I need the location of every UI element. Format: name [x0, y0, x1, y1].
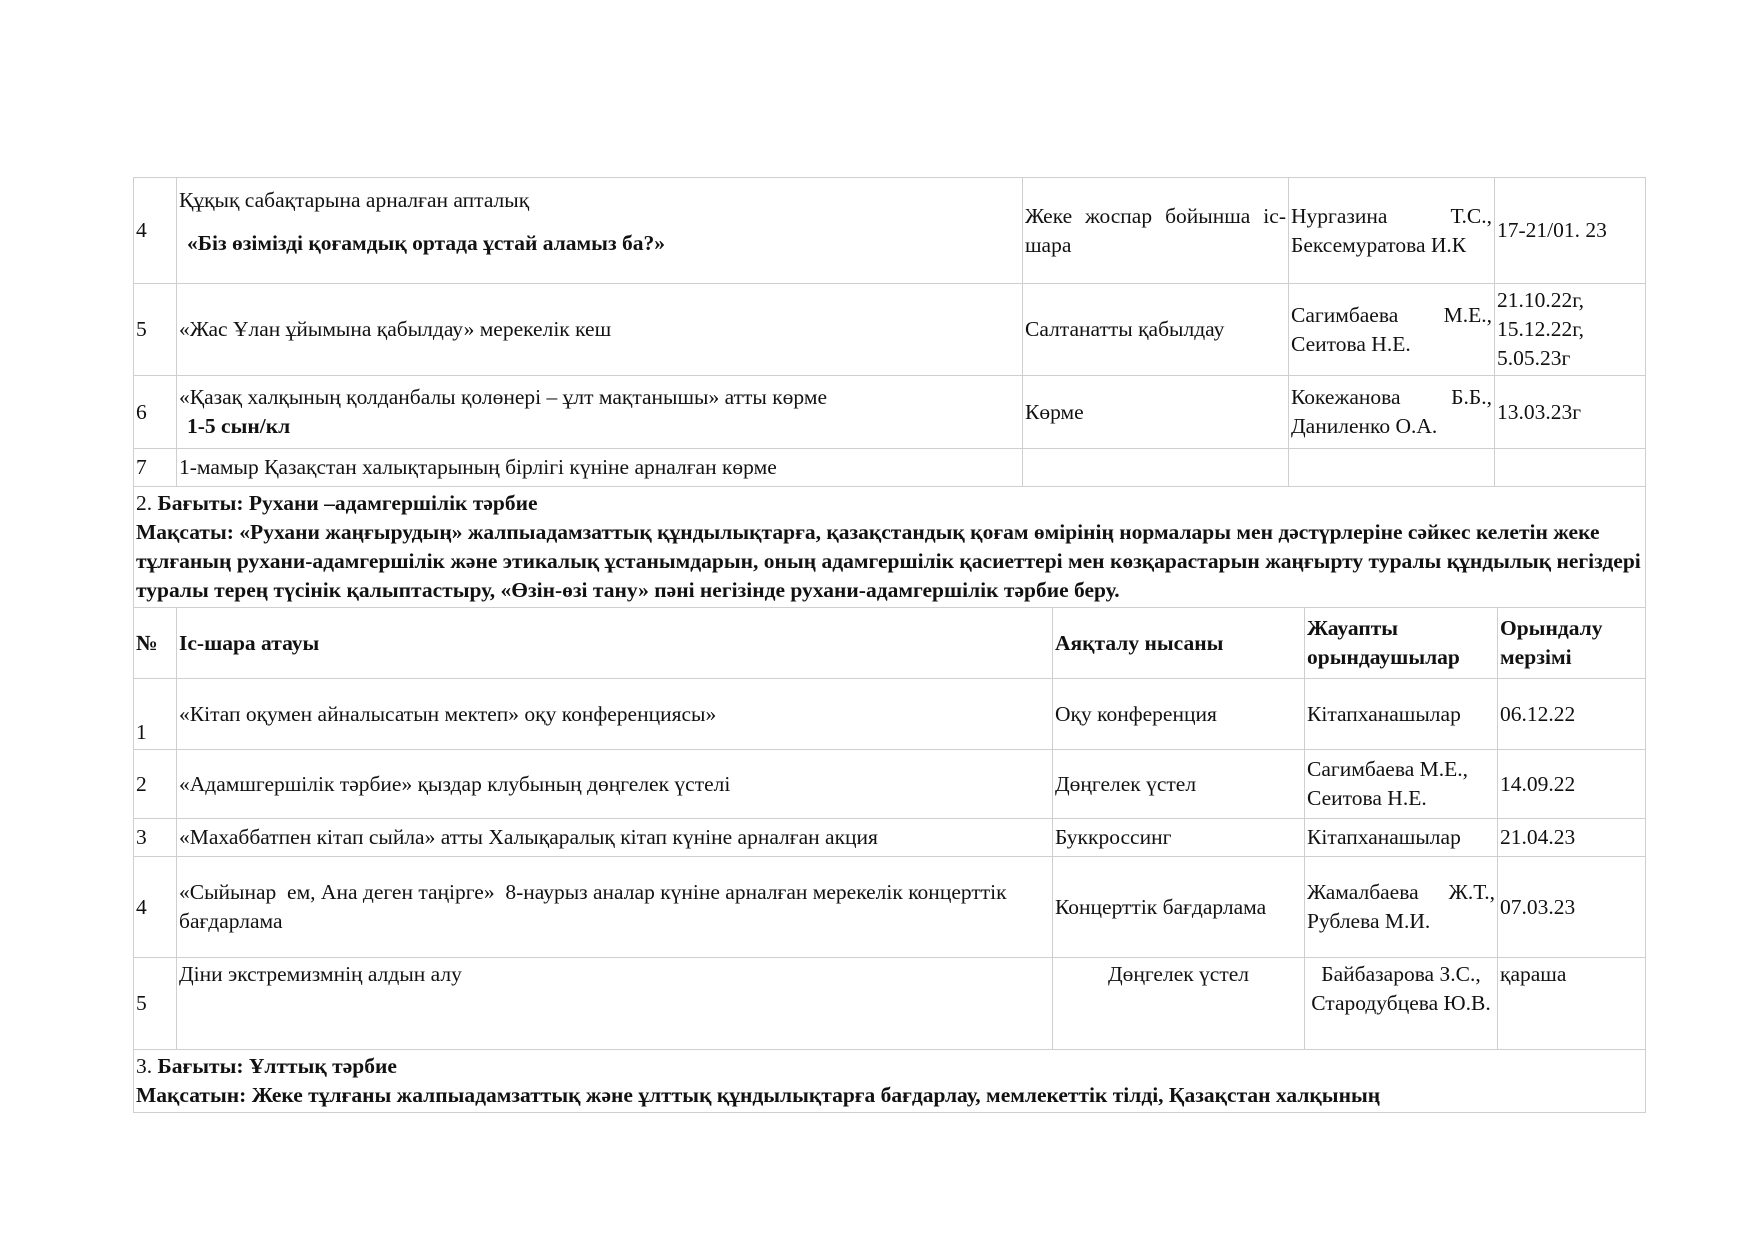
deadline: 21.04.23 — [1498, 819, 1646, 857]
section-2-heading — [136, 489, 1643, 518]
responsible: Нургазина Т.С., Бексемуратова И.К — [1289, 178, 1495, 284]
table-row — [134, 958, 1646, 1050]
event-title: «Қазақ халқының қолданбалы қолөнері – ұлт мақтанышы» атты көрме — [179, 385, 827, 409]
deadline: 07.03.23 — [1498, 857, 1646, 958]
completion-form: Жеке жоспар бойынша іс-шара — [1023, 178, 1289, 284]
responsible — [1289, 449, 1495, 487]
deadline — [1495, 449, 1646, 487]
event-title: «Сыйынар ем, Ана деген таңірге» 8-наурыз аналар күніне арналған мерекелік концерттік бағдарлама — [177, 857, 1053, 958]
section-number: 3. — [136, 1054, 153, 1078]
completion-form: Концерттік бағдарлама — [1053, 857, 1305, 958]
header-title: Іс-шара атауы — [177, 608, 1053, 679]
row-number: 7 — [134, 449, 177, 487]
event-title: Құқық сабақтарына арналған апталық — [179, 188, 530, 212]
completion-form: Дөңгелек үстел — [1053, 750, 1305, 819]
table-row — [134, 449, 1646, 487]
table-row — [134, 679, 1646, 750]
section-2-row — [134, 487, 1646, 608]
events-table-1 — [133, 177, 1646, 608]
event-subtitle: «Біз өзімізді қоғамдық ортада ұстай аламыз ба?» — [187, 231, 665, 255]
header-number: № — [134, 608, 177, 679]
deadline: 13.03.23г — [1495, 376, 1646, 449]
responsible: Кітапханашылар — [1305, 819, 1498, 857]
section-3-goal: Мақсатын: Жеке тұлғаны жалпыадамзаттық және ұлттық құндылықтарға бағдарлау, мемлекеттік тілді, Қазақстан халқының — [136, 1083, 1381, 1107]
completion-form: Дөңгелек үстел — [1053, 958, 1305, 1050]
section-2-goal: Мақсаты: «Рухани жаңғырудың» жалпыадамзаттық құндылықтарға, қазақстандық қоғам өмірінің нормалары мен дәстүрлеріне сәйкес келетін жеке тұлғаның рухани-адамгершілік және этикалық ұстанымдарын, оның адамгершілік қасиеттері мен көзқарастарын жаңғырту туралы құндылық негіздері туралы терең түсінік қалыптастыру, «Өзін-өзі тану» пәні негізінде рухани-адамгершілік тәрбие беру. — [136, 520, 1641, 602]
table-row — [134, 819, 1646, 857]
header-responsible: Жауапты орындаушылар — [1305, 608, 1498, 679]
deadline: 17-21/01. 23 — [1495, 178, 1646, 284]
event-subtitle: 1-5 сын/кл — [187, 414, 291, 438]
document-page — [133, 177, 1645, 1113]
responsible: Кокежанова Б.Б., Даниленко О.А. — [1289, 376, 1495, 449]
row-number: 1 — [134, 679, 177, 750]
responsible: Жамалбаева Ж.Т., Рублева М.И. — [1305, 857, 1498, 958]
event-title-cell — [177, 178, 1023, 284]
header-deadline: Орындалу мерзімі — [1498, 608, 1646, 679]
section-title: Бағыты: Рухани –адамгершілік тәрбие — [157, 491, 538, 515]
completion-form — [1023, 449, 1289, 487]
responsible: Сагимбаева М.Е., Сеитова Н.Е. — [1289, 284, 1495, 376]
table-row — [134, 376, 1646, 449]
event-title: «Жас Ұлан ұйымына қабылдау» мерекелік кеш — [177, 284, 1023, 376]
section-2-header — [134, 487, 1646, 608]
row-number: 5 — [134, 284, 177, 376]
section-3-header — [134, 1050, 1646, 1113]
row-number: 4 — [134, 178, 177, 284]
event-title-cell — [177, 376, 1023, 449]
header-form: Аяқталу нысаны — [1053, 608, 1305, 679]
completion-form: Буккроссинг — [1053, 819, 1305, 857]
row-number: 3 — [134, 819, 177, 857]
section-number: 2. — [136, 491, 153, 515]
completion-form: Көрме — [1023, 376, 1289, 449]
section-3-heading — [136, 1052, 1643, 1081]
table-header-row — [134, 608, 1646, 679]
table-row — [134, 284, 1646, 376]
table-row — [134, 857, 1646, 958]
completion-form: Оқу конференция — [1053, 679, 1305, 750]
row-number: 2 — [134, 750, 177, 819]
row-number: 4 — [134, 857, 177, 958]
table-row — [134, 178, 1646, 284]
event-title: «Адамшгершілік тәрбие» қыздар клубының дөңгелек үстелі — [177, 750, 1053, 819]
event-title: 1-мамыр Қазақстан халықтарының бірлігі күніне арналған көрме — [177, 449, 1023, 487]
event-title: «Махаббатпен кітап сыйла» атты Халықаралық кітап күніне арналған акция — [177, 819, 1053, 857]
section-3-row — [134, 1050, 1646, 1113]
responsible: Кітапханашылар — [1305, 679, 1498, 750]
responsible: Сагимбаева М.Е., Сеитова Н.Е. — [1305, 750, 1498, 819]
responsible: Байбазарова З.С., Стародубцева Ю.В. — [1305, 958, 1498, 1050]
completion-form: Салтанатты қабылдау — [1023, 284, 1289, 376]
deadline: 21.10.22г, 15.12.22г, 5.05.23г — [1495, 284, 1646, 376]
deadline: 14.09.22 — [1498, 750, 1646, 819]
deadline: 06.12.22 — [1498, 679, 1646, 750]
table-row — [134, 750, 1646, 819]
events-table-2 — [133, 607, 1646, 1113]
row-number: 5 — [134, 958, 177, 1050]
event-title: Діни экстремизмнің алдын алу — [177, 958, 1053, 1050]
section-title: Бағыты: Ұлттық тәрбие — [157, 1054, 397, 1078]
event-title: «Кітап оқумен айналысатын мектеп» оқу конференциясы» — [177, 679, 1053, 750]
deadline: қараша — [1498, 958, 1646, 1050]
row-number: 6 — [134, 376, 177, 449]
